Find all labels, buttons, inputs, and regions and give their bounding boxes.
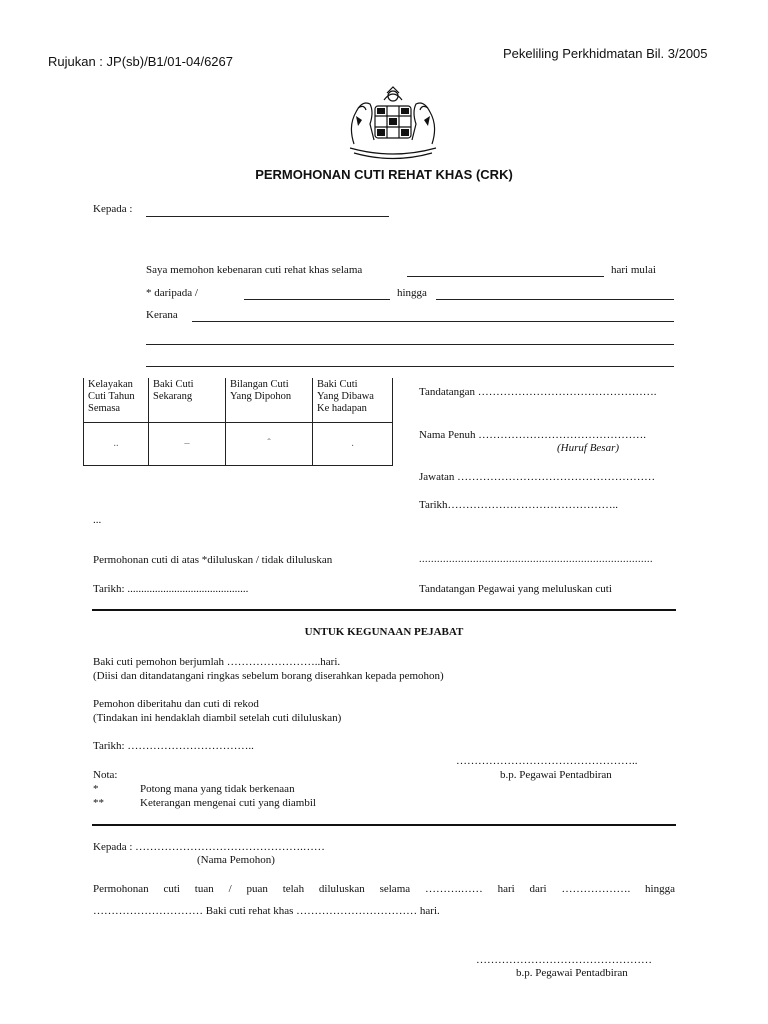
until-date-field[interactable] [436,299,674,300]
circular-number: Pekeliling Perkhidmatan Bil. 3/2005 [503,46,708,61]
reply-line-2: ………………………… Baki cuti rehat khas …………………………… hari. [93,905,440,917]
request-text: Saya memohon kebenaran cuti rehat khas selama [146,264,363,276]
office-notified-note: (Tindakan ini hendaklah diambil setelah cuti diluluskan) [93,712,342,724]
table-cell-entitlement[interactable]: .. [84,423,149,466]
to-label: Kepada : [93,203,133,215]
applicant-date[interactable]: Tarikh……………………………………….. [419,499,619,511]
from-label: * daripada / [146,287,198,299]
office-signature-line[interactable]: ………………………………………….. [456,755,638,767]
leave-balance-table [83,378,393,466]
days-field[interactable] [407,276,604,277]
to-field[interactable] [146,216,389,217]
coat-of-arms-icon [340,86,446,162]
office-balance-note: (Diisi dan ditandatangani ringkas sebelum borang diserahkan kepada pemohon) [93,670,444,682]
table-cell-days-requested[interactable]: ˆ [226,423,313,466]
stray-mark: ... [93,514,102,526]
approval-signature-line[interactable]: .............................................................................. [419,554,653,565]
applicant-full-name[interactable]: Nama Penuh ………………………………………. [419,429,647,441]
reason-field-line-3[interactable] [146,366,674,367]
reference-number: Rujukan : JP(sb)/B1/01-04/6267 [48,54,233,69]
table-header-carried-forward: Baki Cuti Yang Dibawa Ke hadapan [313,378,393,423]
reply-to[interactable]: Kepada : ……………………………………….…… [93,841,325,853]
section-divider-2 [92,824,676,826]
capital-letters-note: (Huruf Besar) [557,442,620,454]
approval-date[interactable]: Tarikh: ............................................ [93,583,249,595]
reply-signature-line[interactable]: ………………………………………… [476,954,652,966]
reason-field-line-1[interactable] [192,321,674,322]
table-header-days-requested: Bilangan Cuti Yang Dipohon [226,378,313,423]
table-header-entitlement: Kelayakan Cuti Tahun Semasa [84,378,149,423]
table-cell-carried-forward[interactable]: . [313,423,393,466]
note-text-1: Potong mana yang tidak berkenaan [140,783,295,795]
reason-label: Kerana [146,309,178,321]
office-balance[interactable]: Baki cuti pemohon berjumlah ……………………..hari. [93,656,341,668]
until-label: hingga [397,287,427,299]
notes-label: Nota: [93,769,118,781]
approval-statement: Permohonan cuti di atas *diluluskan / tidak diluluskan [93,554,333,566]
office-notified: Pemohon diberitahu dan cuti di rekod [93,698,259,710]
office-date[interactable]: Tarikh: …………………………….. [93,740,254,752]
note-text-2: Keterangan mengenai cuti yang diambil [140,797,316,809]
approver-label: Tandatangan Pegawai yang meluluskan cuti [419,583,612,595]
form-title: PERMOHONAN CUTI REHAT KHAS (CRK) [255,167,513,182]
reason-field-line-2[interactable] [146,344,674,345]
table-cell-current-balance[interactable]: – [149,423,226,466]
applicant-signature[interactable]: Tandatangan …………………………………………. [419,386,657,398]
table-header-current-balance: Baki Cuti Sekarang [149,378,226,423]
from-date-field[interactable] [244,299,390,300]
reply-admin-label: b.p. Pegawai Pentadbiran [516,967,628,979]
applicant-position[interactable]: Jawatan ……………………………………………… [419,471,656,483]
section-divider [92,609,676,611]
note-mark-2: ** [93,797,104,809]
note-mark-1: * [93,783,99,795]
days-start-label: hari mulai [611,264,656,276]
office-admin-label: b.p. Pegawai Pentadbiran [500,769,612,781]
reply-line-1: Permohonan cuti tuan / puan telah diluluskan selama ……….…… hari dari ………………. hingga [93,883,675,895]
office-use-heading: UNTUK KEGUNAAN PEJABAT [304,626,464,638]
applicant-name-label: (Nama Pemohon) [197,854,275,866]
